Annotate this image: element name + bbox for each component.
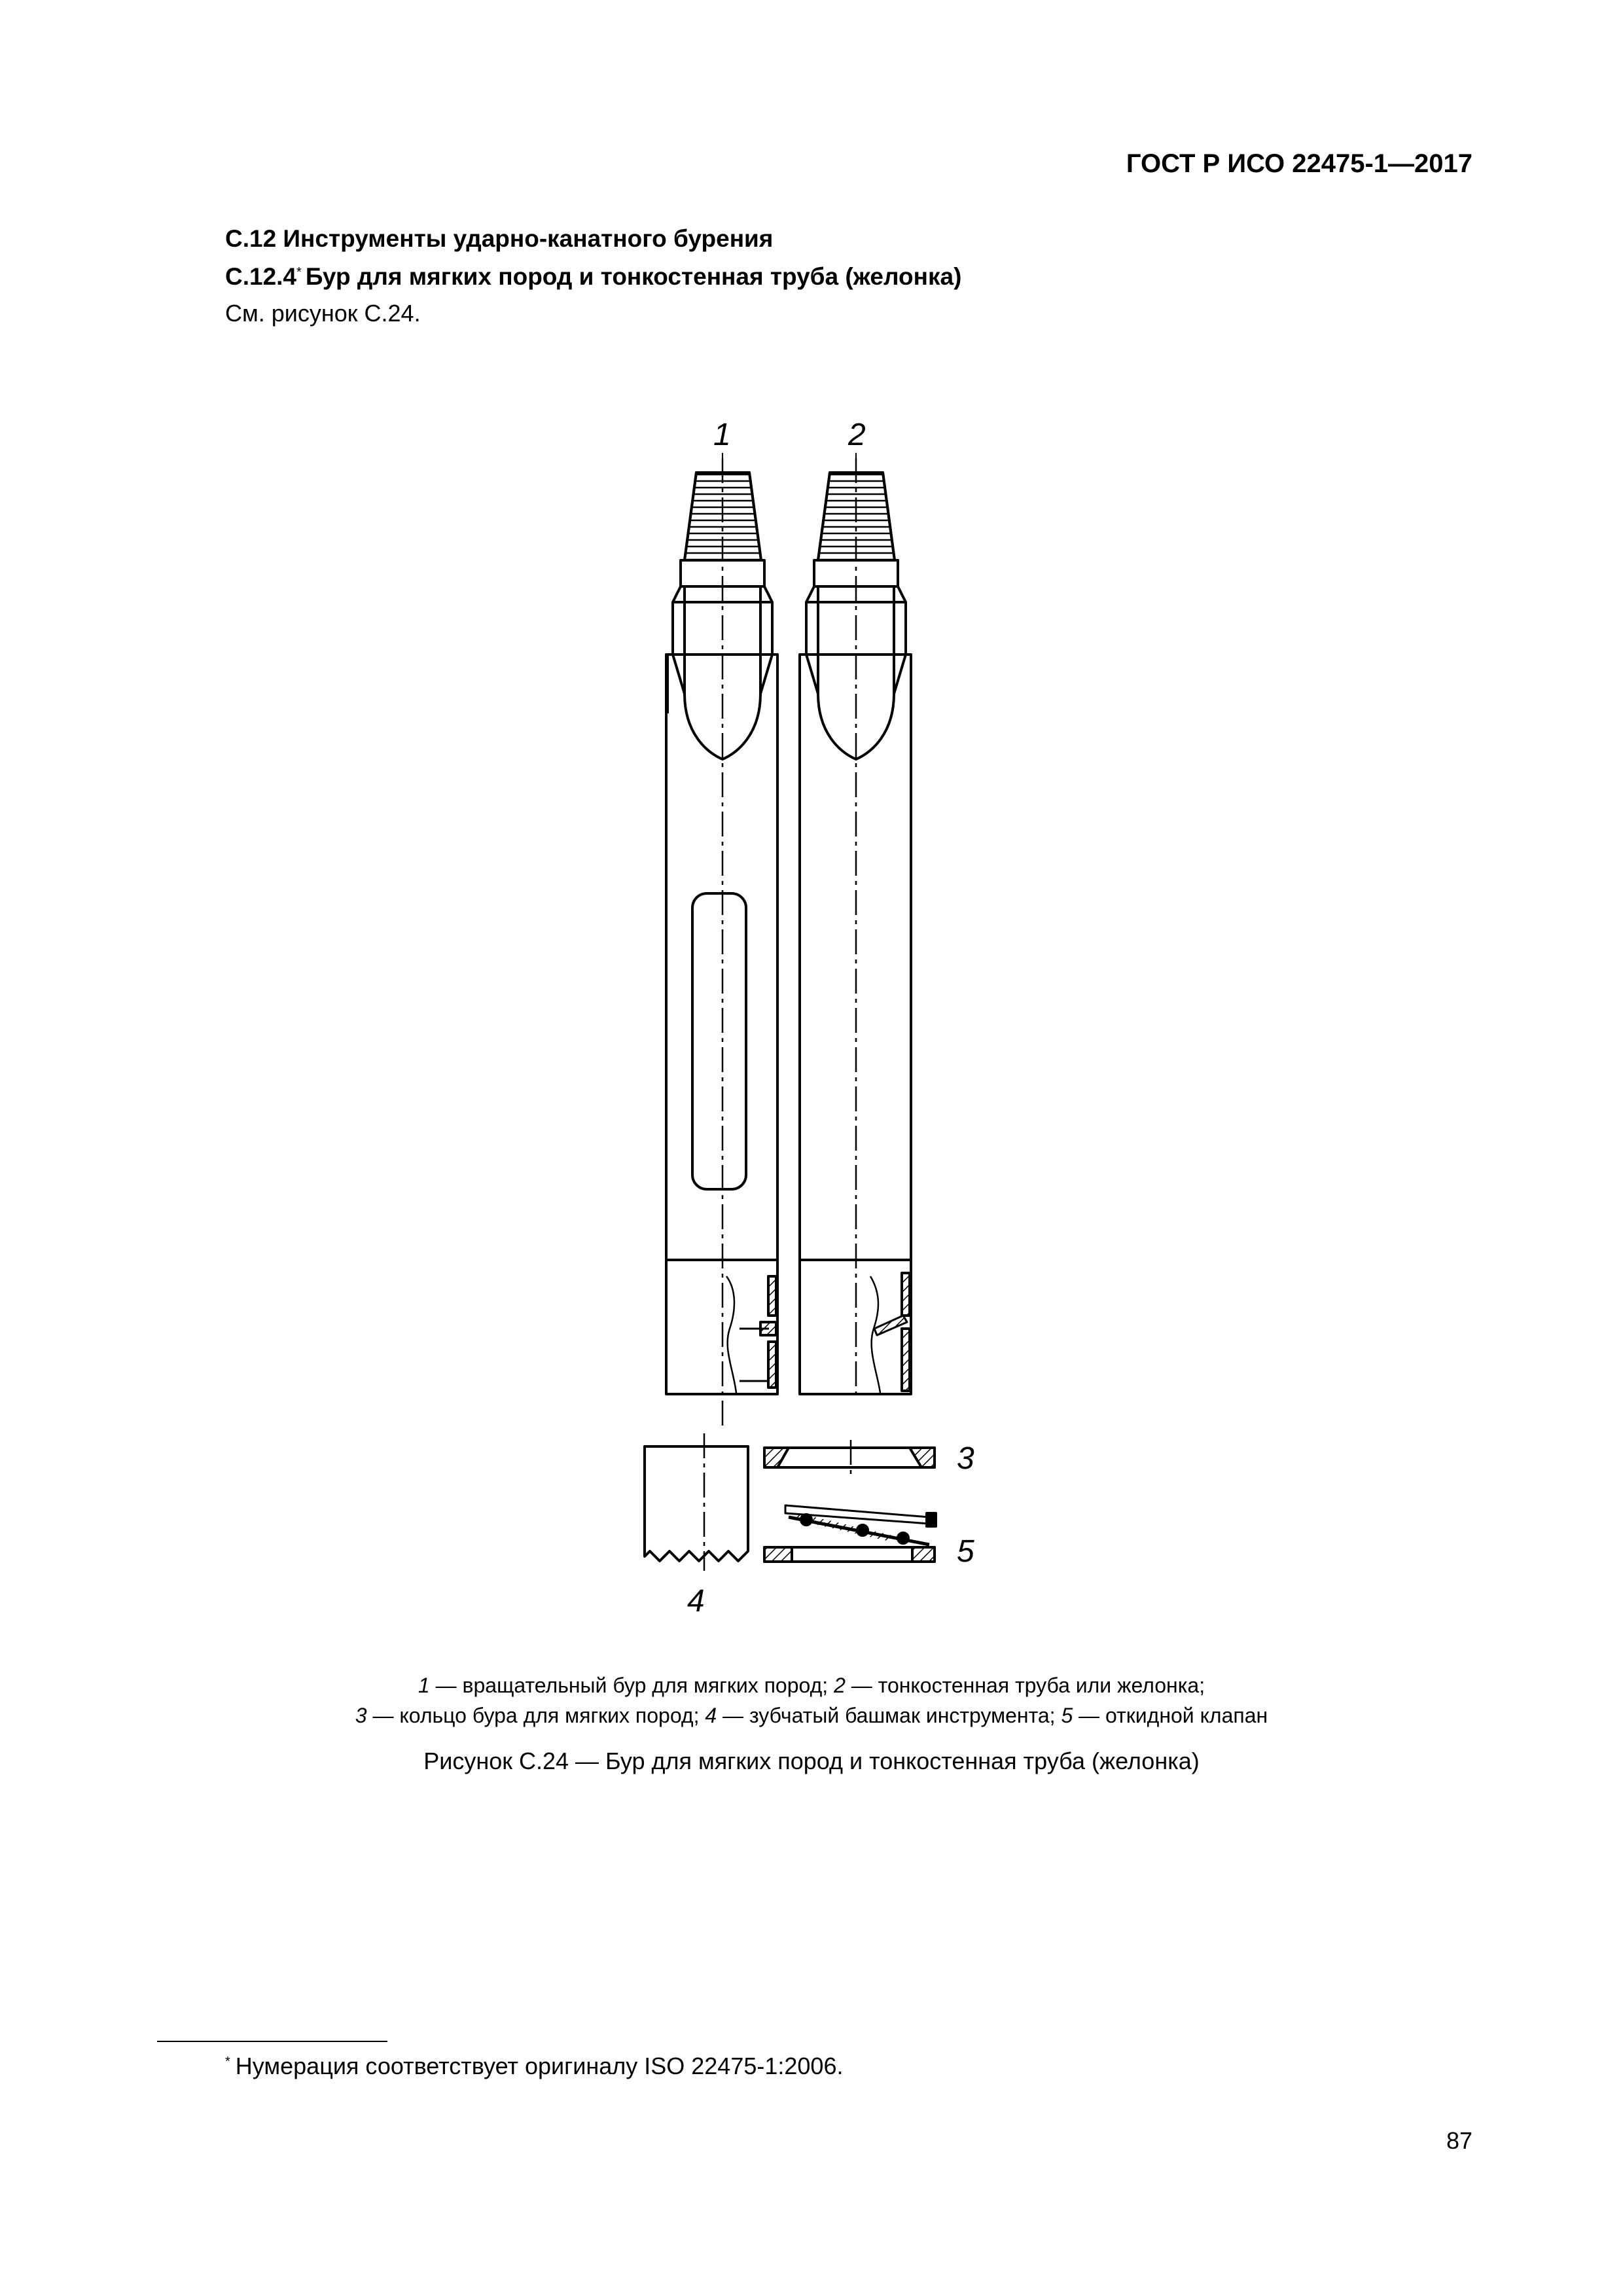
standard-code-header: ГОСТ Р ИСО 22475-1—2017 xyxy=(1126,149,1472,178)
label-4: 4 xyxy=(687,1584,705,1619)
label-2: 2 xyxy=(848,418,866,452)
legend-text: — вращательный бур для мягких пород; xyxy=(429,1674,834,1697)
legend-num: 3 xyxy=(355,1704,367,1727)
label-1: 1 xyxy=(713,418,731,452)
footnote-divider xyxy=(157,2041,387,2042)
legend-num: 1 xyxy=(418,1674,430,1697)
legend-text: — откидной клапан xyxy=(1073,1704,1268,1727)
legend-text: — зубчатый башмак инструмента; xyxy=(717,1704,1061,1727)
legend-text: — кольцо бура для мягких пород; xyxy=(366,1704,705,1727)
label-5: 5 xyxy=(957,1534,974,1569)
legend-num: 5 xyxy=(1061,1704,1073,1727)
figure-reference: См. рисунок С.24. xyxy=(225,300,421,327)
label-3: 3 xyxy=(957,1441,974,1476)
legend-text: — тонкостенная труба или желонка; xyxy=(845,1674,1205,1697)
footnote xyxy=(225,2053,843,2080)
technical-drawing xyxy=(589,393,1309,1656)
flap-valve-part xyxy=(764,1505,936,1562)
legend-num: 2 xyxy=(834,1674,846,1697)
figure-legend-line-2 xyxy=(0,1704,1623,1728)
center-lines xyxy=(704,458,856,1571)
footnote-text: Нумерация соответствует оригиналу ISO 22475-1:2006. xyxy=(235,2053,844,2079)
section-heading-c12: С.12 Инструменты ударно-канатного бурения xyxy=(225,225,774,252)
figure-legend-line-1 xyxy=(0,1674,1623,1698)
page-number: 87 xyxy=(1446,2127,1472,2154)
section-title: Бур для мягких пород и тонкостенная труба (желонка) xyxy=(305,263,962,290)
section-heading-c124 xyxy=(225,263,961,291)
figure-caption: Рисунок С.24 — Бур для мягких пород и тонкостенная труба (желонка) xyxy=(423,1748,1200,1774)
footnote-mark: * xyxy=(296,264,302,279)
ring-part xyxy=(764,1448,935,1467)
section-number: С.12.4 xyxy=(225,263,297,290)
toothed-shoe-part xyxy=(645,1446,748,1561)
legend-num: 4 xyxy=(705,1704,717,1727)
footnote-mark: * xyxy=(225,2054,230,2069)
